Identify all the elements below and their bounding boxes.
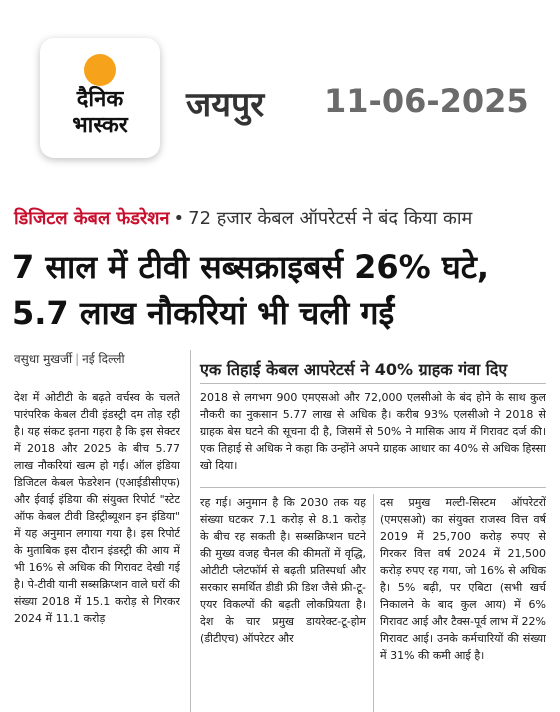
article-column-1: देश में ओटीटी के बढ़ते वर्चस्व के चलते पारंपरिक केबल टीवी इंडस्ट्री दम तोड़ रही है। यह संकट इतना गहरा है कि इस सेक्टर में 2018 और 2025 के बीच 5.77 लाख नौकरियां खत्म हो गईं। ऑल इंडिया डिजिटल केबल फेडरेशन (एआईडीसीएफ) और ईवाई इंडिया की संयुक्त रिपोर्ट "स्टेट ऑफ केबल टीवी डिस्ट्रीब्यूशन इन इंडिया" में यह अनुमान लगाया गया है। इस रिपोर्ट के मुताबिक इस दौरान इंडस्ट्री की आय में भी 16% से अधिक की गिरावट देखी गई है। पे-टीवी यानी सब्सक्रिप्शन वाले घरों की संख्या 2018 में 15.1 करोड़ से गिरकर 2024 में 11.1 करोड़ (14, 391, 180, 625)
kicker-bullet: • (173, 208, 185, 229)
article-column-top: 2018 से लगभग 900 एमएसओ और 72,000 एलसीओ के बंद होने के साथ कुल नौकरी का नुकसान 5.77 लाख से अधिक है। करीब 93% एलसीओ ने 2018 से ग्राहक बेस घटने की सूचना दी है, जिसमें से 50% ने मासिक आय में गिरावट दर्ज की। एक तिहाई से अधिक ने कहा कि उन्होंने अपने ग्राहक आधार का 40% से अधिक हिस्सा खो दिया। (200, 391, 546, 472)
column-divider-right (373, 494, 374, 712)
logo-text-line2: भास्कर (72, 113, 128, 138)
byline-location: नई दिल्ली (82, 352, 125, 366)
subhead-rule (200, 383, 546, 384)
dainik-bhaskar-logo (40, 38, 160, 158)
column-divider-left (190, 350, 191, 712)
kicker-text: 72 हजार केबल ऑपरेटर्स ने बंद किया काम (188, 208, 473, 229)
edition-city: जयपुर (186, 85, 265, 125)
kicker-label: डिजिटल केबल फेडरेशन (14, 208, 170, 229)
article-column-3: दस प्रमुख मल्टी-सिस्टम ऑपरेटरों (एमएसओ) का संयुक्त राजस्व वित्त वर्ष 2019 में 25,700 करोड़ रुपए से गिरकर वित्त वर्ष 2024 में 21,500 करोड़ रुपए रह गया, जो 16% से अधिक है। 5% बढ़ी, पर एबिटा (सभी खर्च निकालने के बाद कुल आय) में 6% गिरावट आई और टैक्स-पूर्व लाभ में 22% गिरावट आई। उनके कर्मचारियों की संख्या में 31% की कमी आई है। (380, 496, 546, 662)
logo-text-line1: दैनिक (76, 87, 124, 112)
section-divider (200, 487, 546, 488)
edition-date: 11-06-2025 (324, 82, 529, 120)
newspaper-header (0, 0, 560, 196)
article-byline (14, 350, 125, 367)
article-column-2: रह गई। अनुमान है कि 2030 तक यह संख्या घटकर 7.1 करोड़ से 8.1 करोड़ के बीच रह सकती है। सब्सक्रिप्शन घटने की मुख्य वजह चैनल की कीमतों में वृद्धि, ओटीटी प्लेटफॉर्म से बढ़ती प्रतिस्पर्धा और सरकार समर्थित डीडी फ्री डिश जैसे फ्री-टू-एयर विकल्पों की बढ़ती लोकप्रियता है। देश के चार प्रमुख डायरेक्ट-टू-होम (डीटीएच) ऑपरेटर और (200, 496, 366, 645)
byline-author: वसुधा मुखर्जी (14, 352, 73, 366)
article-subhead: एक तिहाई केबल आपरेटर्स ने 40% ग्राहक गंवा दिए (200, 360, 508, 379)
article-headline: 7 साल में टीवी सब्सक्राइबर्स 26% घटे, 5.7 लाख नौकरियां भी चली गईं (12, 248, 490, 332)
sun-icon (84, 54, 116, 86)
article-kicker (14, 206, 472, 230)
byline-separator: | (75, 352, 80, 366)
